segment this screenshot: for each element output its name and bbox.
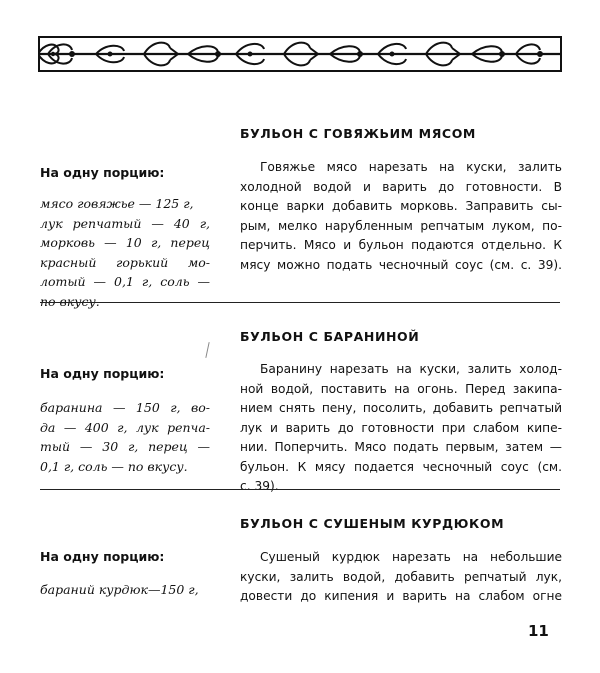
ingredient-line: лук репчатый — 40 г, (40, 215, 210, 231)
ingredient-line: тый — 30 г, перец — (40, 439, 210, 454)
section-divider (40, 489, 560, 490)
decorative-scroll-border-icon (38, 34, 562, 74)
recipe-title: БУЛЬОН С ГОВЯЖЬИМ МЯСОМ (240, 126, 476, 141)
portion-label: На одну порцию: (40, 549, 165, 564)
ingredient-line: бараний курдюк—150 г, (40, 582, 199, 597)
instruction-line: довести до кипения и варить на слабом огне (240, 589, 562, 603)
portion-label: На одну порцию: (40, 366, 165, 381)
ingredients-list (40, 398, 210, 476)
instruction-line: мясу можно подать чесночный соус (см. с. 39). (240, 257, 562, 272)
ingredient-line: мясо говяжье — 125 г, (40, 196, 194, 211)
instruction-line: нием снять пену, посолить, добавить репчатый (240, 401, 562, 415)
recipe-instructions (240, 548, 562, 607)
instruction-line: бульон. К мясу подается чесночный соус (см. (240, 459, 562, 474)
ingredient-line: да — 400 г, лук репча- (40, 419, 210, 435)
ingredients-list (40, 194, 210, 311)
instruction-line: ной водой, поставить на огонь. Перед закипа- (240, 381, 562, 396)
recipe-instructions (240, 360, 562, 497)
instruction-line: с. 39). (240, 479, 279, 493)
instruction-line: Сушеный курдюк нарезать на небольшие (260, 550, 562, 564)
portion-label: На одну порцию: (40, 165, 165, 180)
instruction-line: холодной водой и варить до готовности. В (240, 179, 562, 194)
instruction-line: нии. Поперчить. Мясо подать первым, затем — (240, 440, 562, 454)
page-number: 11 (528, 622, 549, 640)
instruction-line: Баранину нарезать на куски, залить холод- (260, 362, 562, 376)
recipe-title: БУЛЬОН С СУШЕНЫМ КУРДЮКОМ (240, 516, 505, 531)
ingredient-line: морковь — 10 г, перец (40, 235, 210, 250)
instruction-line: лук и варить до готовности при слабом кипе- (240, 420, 562, 435)
print-speck (205, 342, 209, 358)
recipe-instructions (240, 158, 562, 275)
ingredient-line: 0,1 г, соль — по вкусу. (40, 458, 188, 474)
instruction-line: рым, мелко нарубленным репчатым луком, по- (240, 218, 562, 233)
instruction-line: конце варки добавить морковь. Заправить сы- (240, 199, 562, 213)
instruction-line: куски, залить водой, добавить репчатый лук, (240, 569, 562, 584)
section-divider (40, 302, 560, 303)
ingredient-line: лотый — 0,1 г, соль — (40, 274, 210, 289)
instruction-line: Говяжье мясо нарезать на куски, залить (260, 160, 562, 174)
recipe-title: БУЛЬОН С БАРАНИНОЙ (240, 329, 420, 344)
ingredient-line: красный горький мо- (40, 254, 210, 270)
ingredient-line: баранина — 150 г, во- (40, 400, 210, 415)
ingredients-list (40, 580, 210, 600)
instruction-line: перчить. Мясо и бульон подаются отдельно. К (240, 238, 562, 252)
ingredient-line: по вкусу. (40, 293, 100, 309)
